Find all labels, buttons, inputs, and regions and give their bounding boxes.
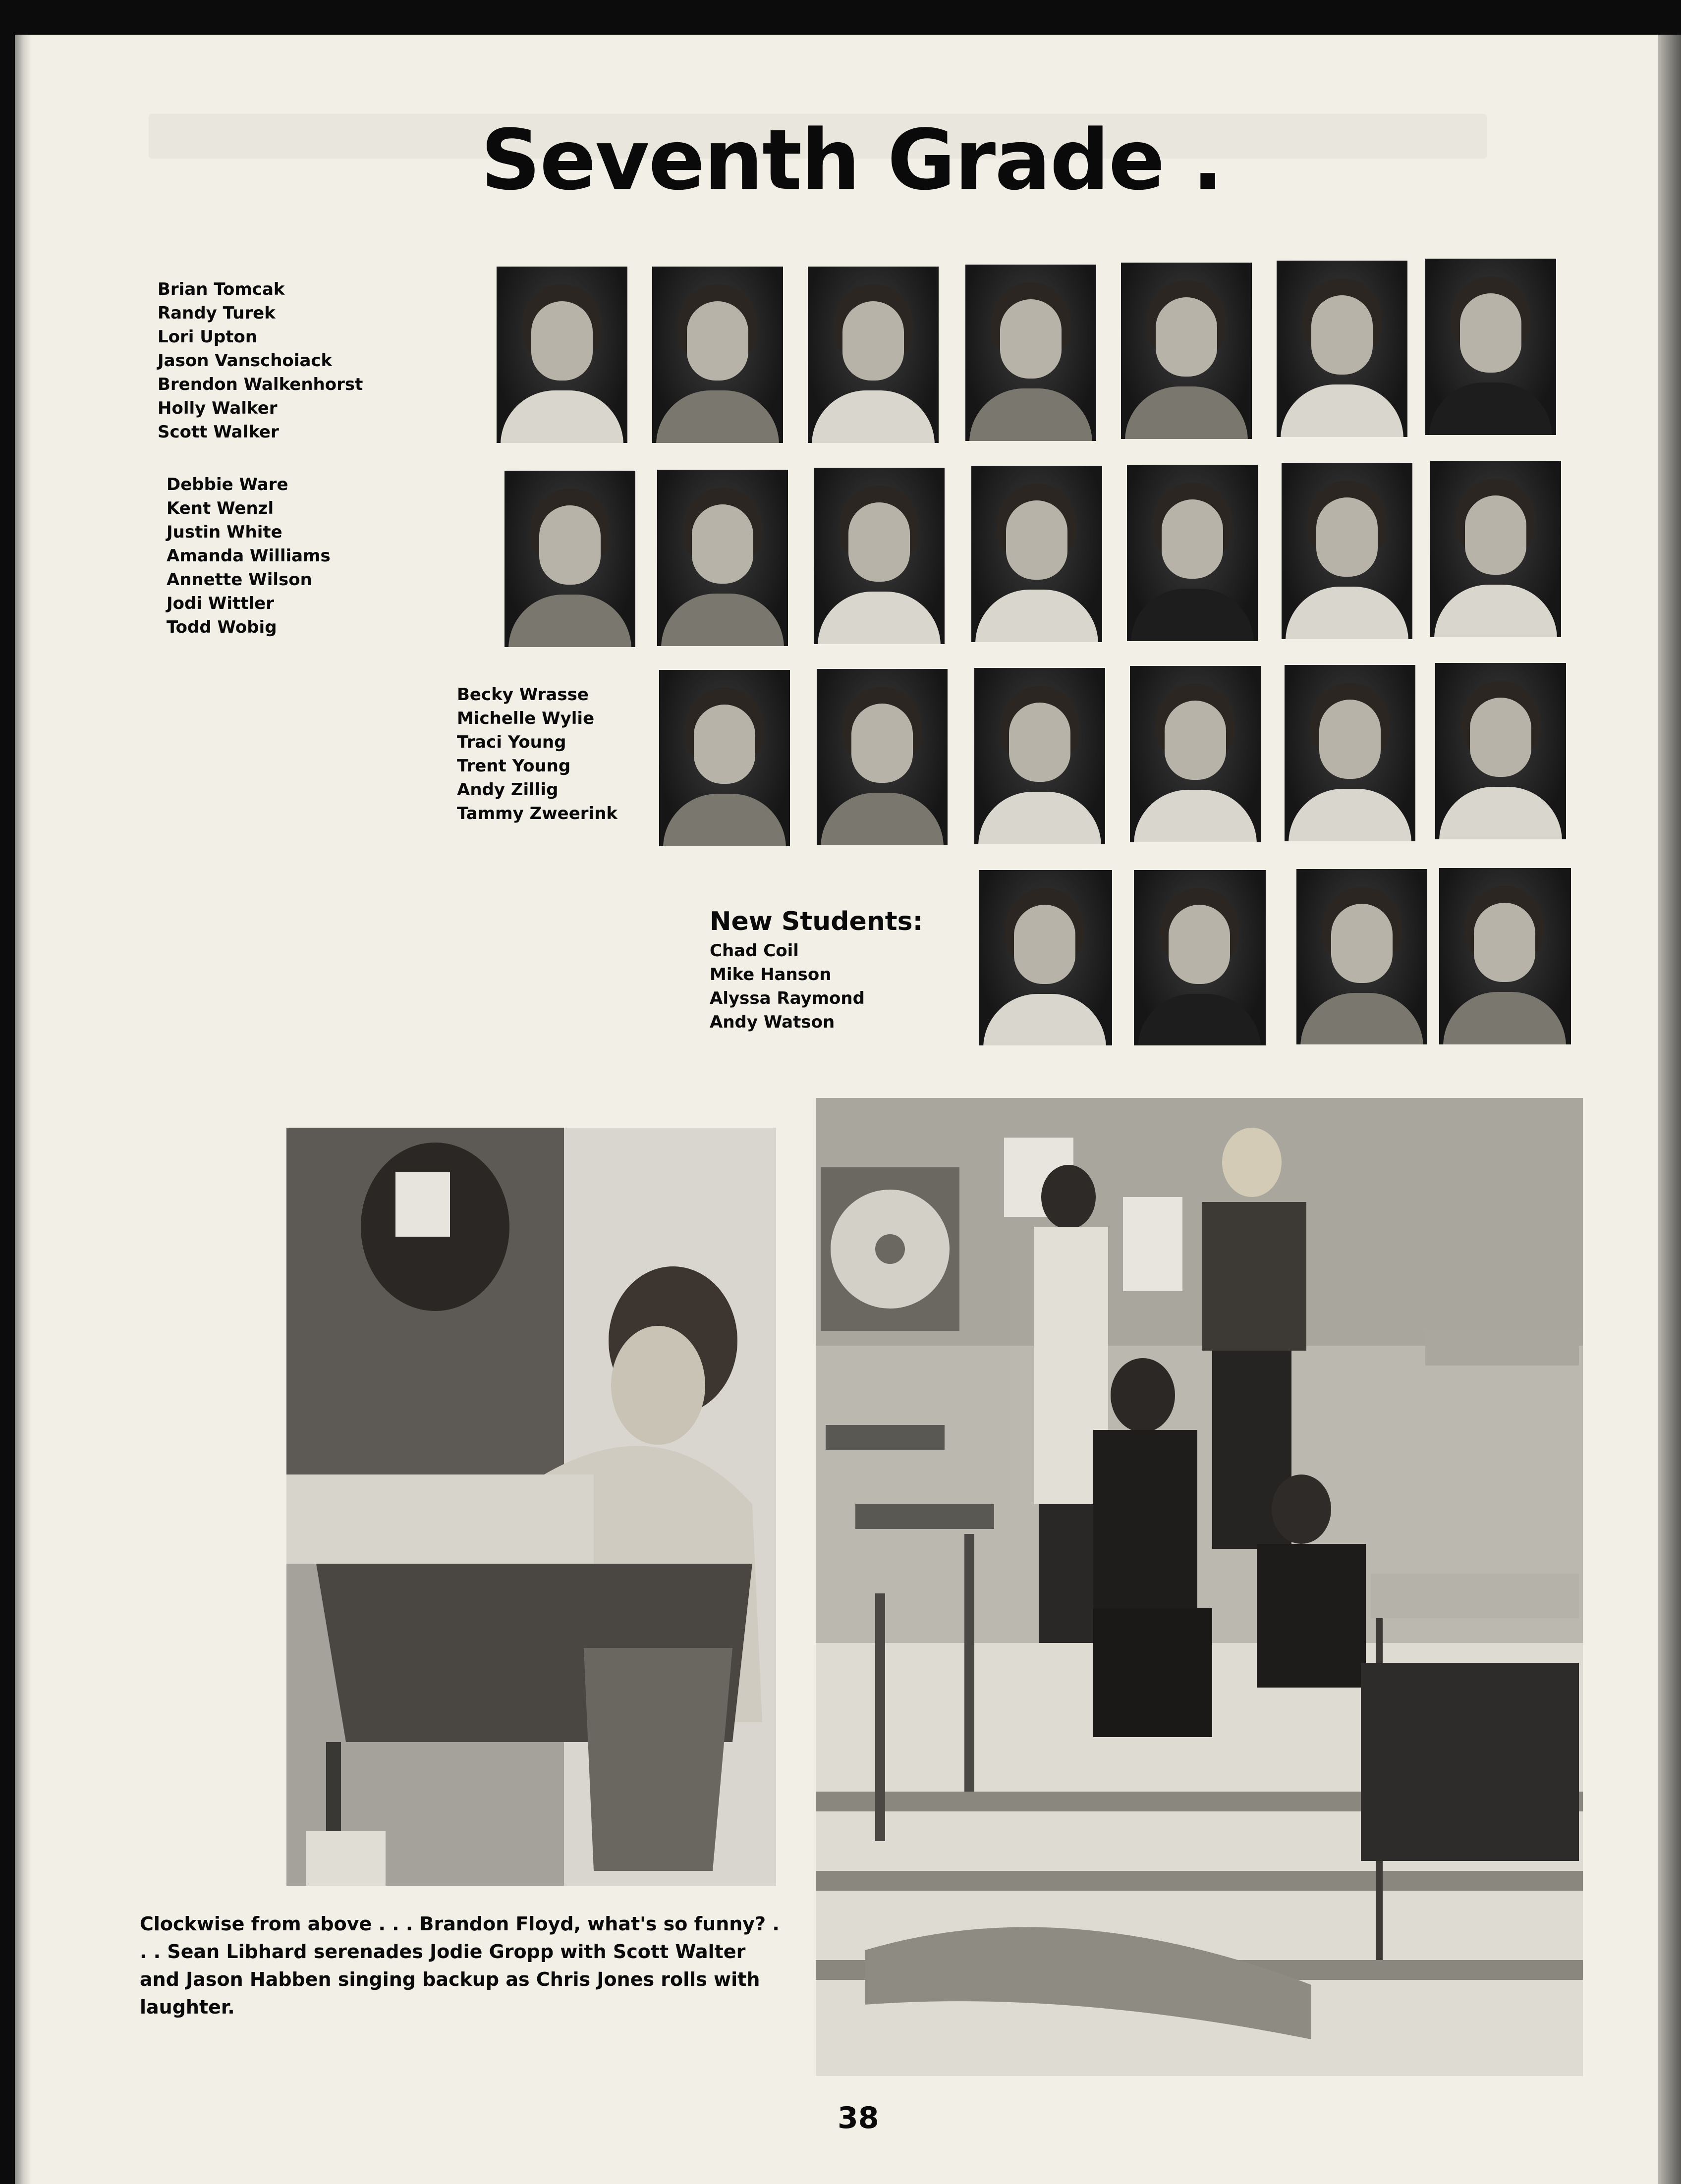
student-portrait — [659, 670, 790, 846]
student-portrait — [652, 267, 783, 443]
student-portrait — [817, 669, 948, 845]
roster-name: Michelle Wylie — [457, 709, 595, 728]
roster-name: Kent Wenzl — [167, 498, 274, 518]
new-student-name: Andy Watson — [710, 1012, 835, 1032]
page-number: 38 — [838, 2101, 879, 2135]
student-portrait — [497, 267, 627, 443]
student-portrait — [1134, 870, 1266, 1045]
roster-list-row-3 — [457, 683, 617, 825]
student-portrait — [814, 468, 945, 644]
student-portrait — [808, 267, 939, 443]
new-student-name: Chad Coil — [710, 941, 799, 961]
candid-photo-student-at-desk — [286, 1128, 776, 1886]
roster-name: Tammy Zweerink — [457, 804, 618, 823]
new-student-name: Mike Hanson — [710, 965, 832, 984]
student-portrait — [979, 870, 1112, 1045]
student-portrait — [1430, 461, 1561, 637]
student-portrait — [971, 466, 1102, 642]
roster-name: Justin White — [167, 522, 282, 542]
student-portrait — [1435, 663, 1566, 839]
roster-name: Lori Upton — [158, 327, 258, 347]
facing-page-edge — [1658, 35, 1681, 2184]
roster-name: Amanda Williams — [167, 546, 331, 566]
student-portrait — [1425, 259, 1556, 435]
roster-name: Becky Wrasse — [457, 685, 589, 705]
roster-name: Todd Wobig — [167, 617, 277, 637]
photo-caption: Clockwise from above . . . Brandon Floyd, what's so funny? . . . Sean Libhard serenades Jodie Gropp with Scott Walter and Jason Habben singing backup as Chris Jones rolls with laughter. — [140, 1913, 780, 2018]
page-title: Seventh Grade . — [481, 111, 1223, 209]
student-portrait — [1296, 869, 1427, 1044]
roster-name: Andy Zillig — [457, 780, 559, 800]
roster-name: Debbie Ware — [167, 475, 288, 494]
candid-photo-classroom — [816, 1098, 1583, 2076]
student-portrait — [1127, 465, 1258, 641]
student-portrait — [1121, 263, 1252, 439]
student-portrait — [965, 265, 1096, 441]
roster-name: Brian Tomcak — [158, 279, 285, 299]
student-portrait — [504, 471, 635, 647]
roster-name: Trent Young — [457, 756, 571, 776]
roster-list-row-2 — [167, 473, 331, 639]
new-students-heading: New Students: — [710, 907, 923, 936]
roster-name: Annette Wilson — [167, 570, 312, 590]
student-portrait — [974, 668, 1105, 844]
roster-list-row-1 — [158, 277, 363, 444]
roster-name: Traci Young — [457, 732, 566, 752]
roster-name: Randy Turek — [158, 303, 276, 323]
student-portrait — [1130, 666, 1261, 842]
roster-name: Jodi Wittler — [167, 594, 274, 613]
student-portrait — [1285, 665, 1415, 841]
roster-name: Brendon Walkenhorst — [158, 375, 363, 394]
new-students-list — [710, 939, 865, 1034]
page-binding-shadow — [15, 35, 32, 2184]
roster-name: Jason Vanschoiack — [158, 351, 333, 371]
student-portrait — [1439, 868, 1571, 1044]
student-portrait — [1277, 261, 1407, 437]
roster-name: Holly Walker — [158, 398, 278, 418]
student-portrait — [1282, 463, 1412, 639]
student-portrait — [657, 470, 788, 646]
new-student-name: Alyssa Raymond — [710, 988, 865, 1008]
roster-name: Scott Walker — [158, 422, 279, 442]
